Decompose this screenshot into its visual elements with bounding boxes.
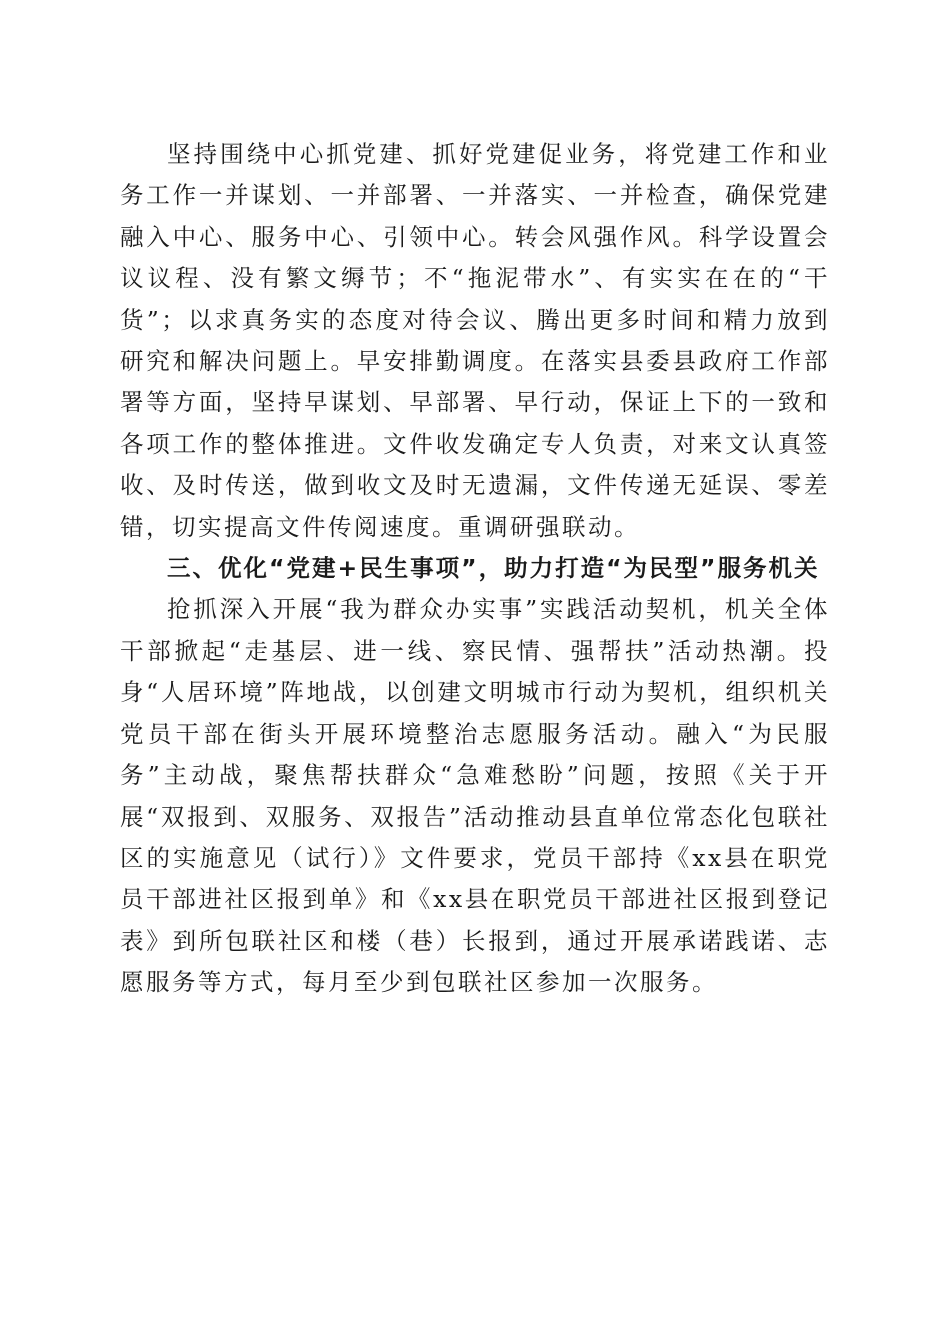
body-paragraph-2: 抢抓深入开展“我为群众办实事”实践活动契机，机关全体干部掀起“走基层、进一线、察民情、强帮扶”活动热潮。投身“人居环境”阵地战，以创建文明城市行动为契机，组织机关党员干部在街头开展环境整治志愿服务活动。融入“为民服务”主动战，聚焦帮扶群众“急难愁盼”问题，按照《关于开展“双报到、双服务、双报告”活动推动县直单位常态化包联社区的实施意见（试行）》文件要求，党员干部持《xx县在职党员干部进社区报到单》和《xx县在职党员干部进社区报到登记表》到所包联社区和楼（巷）长报到，通过开展承诺践诺、志愿服务等方式，每月至少到包联社区参加一次服务。 xyxy=(120,595,830,997)
body-paragraph-1: 坚持围绕中心抓党建、抓好党建促业务，将党建工作和业务工作一并谋划、一并部署、一并落实、一并检查，确保党建融入中心、服务中心、引领中心。转会风强作风。科学设置会议议程、没有繁文缛节；不“拖泥带水”、有实实在在的“干货”；以求真务实的态度对待会议、腾出更多时间和精力放到研究和解决问题上。早安排勤调度。在落实县委县政府工作部署等方面，坚持早谋划、早部署、早行动，保证上下的一致和各项工作的整体推进。文件收发确定专人负责，对来文认真签收、及时传送，做到收文及时无遗漏，文件传递无延误、零差错，切实提高文件传阅速度。重调研强联动。 xyxy=(120,140,830,541)
section-heading-3: 三、优化“党建+民生事项”，助力打造“为民型”服务机关 xyxy=(167,554,820,583)
document-body xyxy=(120,134,830,1004)
